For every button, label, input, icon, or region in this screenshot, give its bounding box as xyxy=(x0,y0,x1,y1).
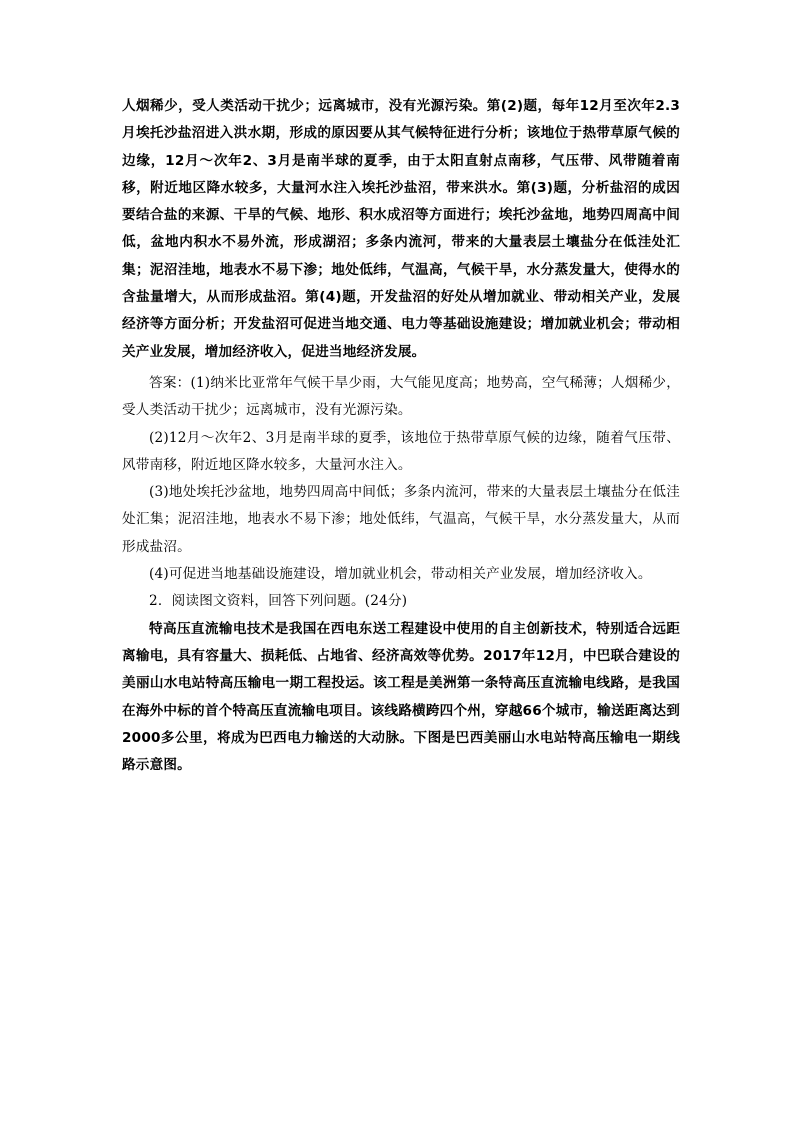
document-page xyxy=(122,93,680,779)
question-2-material: 特高压直流输电技术是我国在西电东送工程建设中使用的自主创新技术，特别适合远距离输电，具有容量大、损耗低、占地省、经济高效等优势。2017年12月，中巴联合建设的美丽山水电站特高压输电一期工程投运。该工程是美洲第一条特高压直流输电线路，是我国在海外中标的首个特高压直流输电项目。该线路横跨四个州，穿越66个城市，输送距离达到2000多公里，将成为巴西电力输送的大动脉。下图是巴西美丽山水电站特高压输电一期线路示意图。 xyxy=(122,620,680,774)
question-2-title: 2．阅读图文资料，回答下列问题。(24分) xyxy=(149,593,408,610)
answer-1: 答案：(1)纳米比亚常年气候干旱少雨，大气能见度高；地势高，空气稀薄；人烟稀少，受人类活动干扰少；远离城市，没有光源污染。 xyxy=(122,374,680,419)
answer-4: (4)可促进当地基础设施建设，增加就业机会，带动相关产业发展，增加经济收入。 xyxy=(149,566,652,583)
answer-2: (2)12月～次年2、3月是南半球的夏季，该地位于热带草原气候的边缘，随着气压带、风带南移，附近地区降水较多，大量河水注入。 xyxy=(122,429,680,473)
answer-3: (3)地处埃托沙盆地，地势四周高中间低；多条内流河，带来的大量表层土壤盐分在低洼处汇集；泥沼洼地，地表水不易下渗；地处低纬，气温高，气候干旱，水分蒸发量大，从而形成盐沼。 xyxy=(122,484,680,555)
analysis-paragraph: 人烟稀少，受人类活动干扰少；远离城市，没有光源污染。第(2)题，每年12月至次年2.3月埃托沙盐沼进入洪水期，形成的原因要从其气候特征进行分析；该地位于热带草原气候的边缘，12月～次年2、3月是南半球的夏季，由于太阳直射点南移，气压带、风带随着南移，附近地区降水较多，大量河水注入埃托沙盐沼，带来洪水。第(3)题，分析盐沼的成因要结合盐的来源、干旱的气候、地形、积水成沼等方面进行；埃托沙盆地，地势四周高中间低，盆地内积水不易外流，形成湖沼；多条内流河，带来的大量表层土壤盐分在低洼处汇集；泥沼洼地，地表水不易下渗；地处低纬，气温高，气候干旱，水分蒸发量大，使得水的含盐量增大，从而形成盐沼。第(4)题，开发盐沼的好处从增加就业、带动相关产业，发展经济等方面分析；开发盐沼可促进当地交通、电力等基础设施建设；增加就业机会；带动相关产业发展，增加经济收入，促进当地经济发展。 xyxy=(122,98,680,360)
